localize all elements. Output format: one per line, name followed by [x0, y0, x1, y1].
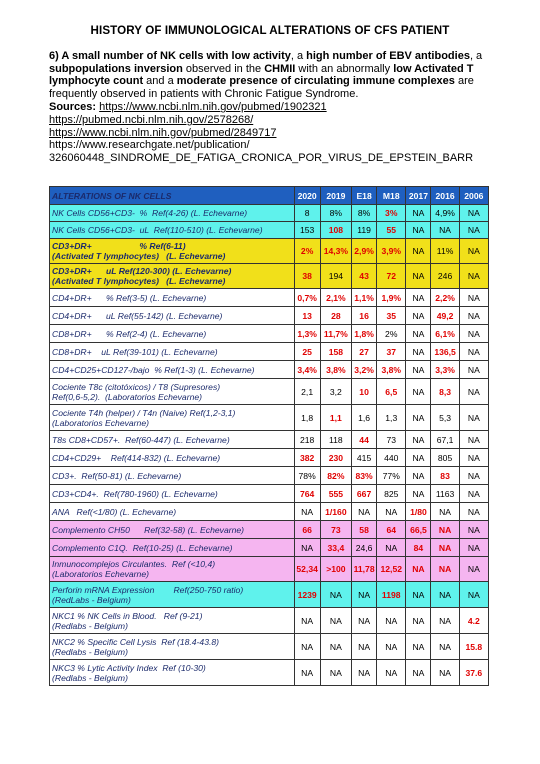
row-label-line: Inmunocomplejos Circulantes. Ref (<10,4)	[52, 559, 216, 569]
immunology-table	[49, 186, 489, 686]
table-row	[50, 361, 489, 379]
value-cell: NA	[459, 205, 488, 222]
value-cell: 8,3	[431, 379, 459, 405]
row-label	[50, 608, 295, 634]
table-row	[50, 521, 489, 539]
sources-label: Sources:	[49, 101, 100, 114]
value-cell: 38	[294, 264, 320, 289]
table-row	[50, 239, 489, 264]
value-cell: 66,5	[406, 521, 431, 539]
value-cell: 6,1%	[431, 325, 459, 343]
value-cell: 13	[294, 307, 320, 325]
value-cell: NA	[352, 660, 377, 686]
value-cell: NA	[377, 503, 406, 521]
row-label	[50, 634, 295, 660]
row-label-line: (Laboratorios Echevarne)	[52, 569, 149, 579]
value-cell: NA	[352, 608, 377, 634]
value-cell: 3,9%	[377, 239, 406, 264]
table-row	[50, 557, 489, 582]
value-cell: 382	[294, 449, 320, 467]
table-row	[50, 379, 489, 405]
value-cell: 43	[352, 264, 377, 289]
value-cell: 108	[320, 222, 351, 239]
value-cell: NA	[406, 634, 431, 660]
value-cell: 58	[352, 521, 377, 539]
row-label-line: CD3+DR+ uL Ref(120-300) (L. Echevarne)	[52, 266, 232, 276]
value-cell: NA	[320, 608, 351, 634]
value-cell: 35	[377, 307, 406, 325]
value-cell: NA	[406, 264, 431, 289]
header-label: ALTERATIONS OF NK CELLS	[50, 187, 295, 205]
value-cell: 1,9%	[377, 289, 406, 307]
value-cell: NA	[459, 361, 488, 379]
table-body	[50, 187, 489, 686]
value-cell: 1,6	[352, 405, 377, 431]
row-label-line: Perforin mRNA Expression Ref(250-750 ratio)	[52, 584, 244, 595]
table-row	[50, 467, 489, 485]
value-cell: NA	[352, 582, 377, 608]
value-cell: 12,52	[377, 557, 406, 582]
row-label	[50, 307, 295, 325]
value-cell: NA	[406, 449, 431, 467]
value-cell: NA	[406, 431, 431, 449]
value-cell: 37.6	[459, 660, 488, 686]
value-cell: NA	[406, 325, 431, 343]
value-cell: 66	[294, 521, 320, 539]
row-label	[50, 222, 295, 239]
value-cell: NA	[406, 405, 431, 431]
header-year: M18	[377, 187, 406, 205]
value-cell: NA	[406, 205, 431, 222]
value-cell: NA	[459, 222, 488, 239]
row-label-line: NKC3 % Lytic Activity Index Ref (10-30)	[52, 662, 206, 673]
row-label-line: CD4+CD29+ Ref(414-832) (L. Echevarne)	[52, 452, 221, 463]
value-cell: 667	[352, 485, 377, 503]
row-label-line: NK Cells CD56+CD3- uL Ref(110-510) (L. Echevarne)	[52, 225, 263, 235]
value-cell: 11,78	[352, 557, 377, 582]
value-cell: NA	[431, 582, 459, 608]
value-cell: 11,7%	[320, 325, 351, 343]
value-cell: NA	[406, 361, 431, 379]
value-cell: NA	[459, 503, 488, 521]
value-cell: 218	[294, 431, 320, 449]
value-cell: 1,8	[294, 405, 320, 431]
row-label-line: Complemento CH50 Ref(32-58) (L. Echevarne)	[52, 524, 245, 535]
value-cell: NA	[352, 634, 377, 660]
row-label	[50, 361, 295, 379]
source-link-2[interactable]: https://pubmed.ncbi.nlm.nih.gov/2578268/	[49, 113, 254, 126]
value-cell: 119	[352, 222, 377, 239]
row-label-line: Ref(0,6-5,2). (Laboratorios Echevarne)	[52, 391, 202, 402]
table-row	[50, 503, 489, 521]
row-label-line: Cociente T4h (helper) / T4n (Naive) Ref(1,2-3,1)	[52, 407, 236, 418]
value-cell: 55	[377, 222, 406, 239]
row-label-line: CD3+DR+ % Ref(6-11)	[52, 241, 186, 251]
value-cell: NA	[431, 539, 459, 557]
value-cell: 1/160	[320, 503, 351, 521]
value-cell: NA	[431, 521, 459, 539]
table-row	[50, 485, 489, 503]
row-label-line: (Redlabs - Belgium)	[52, 672, 128, 683]
header-year: 2006	[459, 187, 488, 205]
row-label-line: (Redlabs - Belgium)	[52, 620, 128, 631]
value-cell: 2,1	[294, 379, 320, 405]
sources-block	[49, 101, 489, 164]
source-text-4: https://www.researchgate.net/publication/	[49, 139, 250, 152]
value-cell: NA	[320, 660, 351, 686]
value-cell: 3,2	[320, 379, 351, 405]
table-header-row	[50, 187, 489, 205]
row-label	[50, 264, 295, 289]
value-cell: 8	[294, 205, 320, 222]
value-cell: 15.8	[459, 634, 488, 660]
intro-text: 6) A small number of NK cells with low activity, a high number of EBV antibodies, a subpopulations inversion observed in the CHMII with an abnormally low Activated T lymphocyte count and a moderate presence of circulating immune complexes are frequently observed in patients with Chronic Fatigue Syndrome.	[49, 50, 483, 100]
value-cell: 8%	[320, 205, 351, 222]
document-title: HISTORY OF IMMUNOLOGICAL ALTERATIONS OF CFS PATIENT	[90, 24, 450, 37]
value-cell: NA	[406, 557, 431, 582]
value-cell: 1239	[294, 582, 320, 608]
value-cell: 1,8%	[352, 325, 377, 343]
row-label-line: NK Cells CD56+CD3- % Ref(4-26) (L. Echevarne)	[52, 208, 248, 218]
value-cell: 4.2	[459, 608, 488, 634]
source-link-3[interactable]: https://www.ncbi.nlm.nih.gov/pubmed/2849717	[49, 126, 277, 139]
value-cell: NA	[406, 660, 431, 686]
value-cell: 555	[320, 485, 351, 503]
value-cell: NA	[459, 431, 488, 449]
row-label	[50, 239, 295, 264]
value-cell: 3,4%	[294, 361, 320, 379]
value-cell: 67,1	[431, 431, 459, 449]
value-cell: NA	[431, 634, 459, 660]
value-cell: 0,7%	[294, 289, 320, 307]
value-cell: NA	[431, 660, 459, 686]
value-cell: 73	[377, 431, 406, 449]
value-cell: NA	[294, 660, 320, 686]
value-cell: NA	[294, 539, 320, 557]
value-cell: 83	[431, 467, 459, 485]
header-year: 2016	[431, 187, 459, 205]
value-cell: NA	[320, 582, 351, 608]
value-cell: 1/80	[406, 503, 431, 521]
row-label-line: CD3+CD4+. Ref(780-1960) (L. Echevarne)	[52, 488, 218, 499]
value-cell: 44	[352, 431, 377, 449]
value-cell: 8%	[352, 205, 377, 222]
value-cell: 136,5	[431, 343, 459, 361]
header-year: 2019	[320, 187, 351, 205]
value-cell: 84	[406, 539, 431, 557]
value-cell: NA	[431, 557, 459, 582]
value-cell: 2,1%	[320, 289, 351, 307]
value-cell: 3,3%	[431, 361, 459, 379]
value-cell: NA	[431, 503, 459, 521]
value-cell: NA	[459, 307, 488, 325]
header-year: 2020	[294, 187, 320, 205]
table-row	[50, 634, 489, 660]
value-cell: NA	[459, 325, 488, 343]
row-label-line: ANA Ref(<1/80) (L. Echevarne)	[52, 506, 177, 517]
value-cell: 2%	[377, 325, 406, 343]
value-cell: 24,6	[352, 539, 377, 557]
value-cell: 2,2%	[431, 289, 459, 307]
row-label-line: (Activated T lymphocytes) (L. Echevarne)	[52, 276, 226, 286]
row-label	[50, 449, 295, 467]
table-row	[50, 539, 489, 557]
value-cell: NA	[406, 289, 431, 307]
value-cell: 4,9%	[431, 205, 459, 222]
value-cell: 83%	[352, 467, 377, 485]
value-cell: 1,1	[320, 405, 351, 431]
value-cell: NA	[459, 405, 488, 431]
row-label	[50, 325, 295, 343]
value-cell: NA	[459, 343, 488, 361]
row-label	[50, 431, 295, 449]
table-row	[50, 289, 489, 307]
value-cell: 246	[431, 264, 459, 289]
row-label	[50, 467, 295, 485]
header-year: 2017	[406, 187, 431, 205]
value-cell: 25	[294, 343, 320, 361]
value-cell: NA	[377, 608, 406, 634]
value-cell: 28	[320, 307, 351, 325]
value-cell: NA	[406, 582, 431, 608]
value-cell: >100	[320, 557, 351, 582]
row-label-line: T8s CD8+CD57+. Ref(60-447) (L. Echevarne)	[52, 434, 230, 445]
value-cell: 3,8%	[320, 361, 351, 379]
row-label-line: NKC2 % Specific Cell Lysis Ref (18.4-43.8)	[52, 636, 220, 647]
value-cell: NA	[431, 608, 459, 634]
row-label-line: (Redlabs - Belgium)	[52, 646, 128, 657]
value-cell: NA	[406, 485, 431, 503]
value-cell: NA	[459, 582, 488, 608]
row-label	[50, 379, 295, 405]
value-cell: 14,3%	[320, 239, 351, 264]
value-cell: NA	[406, 379, 431, 405]
value-cell: 1198	[377, 582, 406, 608]
table-row	[50, 405, 489, 431]
table-row	[50, 449, 489, 467]
table-row	[50, 343, 489, 361]
value-cell: 2,9%	[352, 239, 377, 264]
row-label-line: (Laboratorios Echevarne)	[52, 417, 149, 428]
value-cell: 49,2	[431, 307, 459, 325]
value-cell: NA	[431, 222, 459, 239]
table-row	[50, 431, 489, 449]
sources-line-1	[49, 101, 489, 114]
value-cell: NA	[459, 521, 488, 539]
table-row	[50, 205, 489, 222]
header-year: E18	[352, 187, 377, 205]
row-label-line: CD4+DR+ % Ref(3-5) (L. Echevarne)	[52, 292, 207, 303]
value-cell: NA	[377, 539, 406, 557]
row-label-line: CD3+. Ref(50-81) (L. Echevarne)	[52, 470, 182, 481]
value-cell: 3,8%	[377, 361, 406, 379]
value-cell: NA	[459, 289, 488, 307]
value-cell: 10	[352, 379, 377, 405]
value-cell: 1163	[431, 485, 459, 503]
table-row	[50, 307, 489, 325]
value-cell: NA	[459, 539, 488, 557]
intro-paragraph	[49, 50, 489, 164]
source-link-1[interactable]: https://www.ncbi.nlm.nih.gov/pubmed/1902321	[99, 101, 327, 114]
value-cell: 64	[377, 521, 406, 539]
table-row	[50, 660, 489, 686]
row-label-line: NKC1 % NK Cells in Blood. Ref (9-21)	[52, 610, 203, 621]
value-cell: 52,34	[294, 557, 320, 582]
value-cell: NA	[352, 503, 377, 521]
value-cell: 27	[352, 343, 377, 361]
row-label	[50, 582, 295, 608]
value-cell: 194	[320, 264, 351, 289]
value-cell: NA	[406, 343, 431, 361]
value-cell: 6,5	[377, 379, 406, 405]
value-cell: 72	[377, 264, 406, 289]
value-cell: NA	[294, 503, 320, 521]
source-text-5: 326060448_SINDROME_DE_FATIGA_CRONICA_POR_VIRUS_DE_EPSTEIN_BARR	[49, 151, 474, 164]
value-cell: 1,3%	[294, 325, 320, 343]
row-label-line: (Activated T lymphocytes) (L. Echevarne)	[52, 251, 226, 261]
table-row	[50, 325, 489, 343]
row-label	[50, 539, 295, 557]
value-cell: 16	[352, 307, 377, 325]
value-cell: NA	[294, 634, 320, 660]
row-label	[50, 485, 295, 503]
value-cell: 3%	[377, 205, 406, 222]
value-cell: NA	[406, 307, 431, 325]
row-label	[50, 205, 295, 222]
row-label-line: Complemento C1Q. Ref(10-25) (L. Echevarne)	[52, 542, 233, 553]
row-label	[50, 503, 295, 521]
value-cell: NA	[377, 634, 406, 660]
value-cell: NA	[406, 239, 431, 264]
value-cell: 1,1%	[352, 289, 377, 307]
value-cell: NA	[459, 379, 488, 405]
value-cell: 415	[352, 449, 377, 467]
row-label-line: CD8+DR+ uL Ref(39-101) (L. Echevarne)	[52, 346, 218, 357]
value-cell: NA	[459, 467, 488, 485]
value-cell: 2%	[294, 239, 320, 264]
value-cell: 3,2%	[352, 361, 377, 379]
row-label-line: CD4+DR+ uL Ref(55-142) (L. Echevarne)	[52, 310, 223, 321]
value-cell: NA	[406, 222, 431, 239]
value-cell: 82%	[320, 467, 351, 485]
value-cell: 153	[294, 222, 320, 239]
value-cell: NA	[459, 449, 488, 467]
row-label	[50, 521, 295, 539]
table-row	[50, 608, 489, 634]
row-label-line: CD8+DR+ % Ref(2-4) (L. Echevarne)	[52, 328, 207, 339]
value-cell: NA	[377, 660, 406, 686]
row-label	[50, 289, 295, 307]
value-cell: 230	[320, 449, 351, 467]
value-cell: NA	[459, 239, 488, 264]
row-label	[50, 660, 295, 686]
table-row	[50, 264, 489, 289]
value-cell: 33,4	[320, 539, 351, 557]
value-cell: 37	[377, 343, 406, 361]
value-cell: 805	[431, 449, 459, 467]
value-cell: 1,3	[377, 405, 406, 431]
row-label-line: (RedLabs - Belgium)	[52, 594, 131, 605]
row-label	[50, 405, 295, 431]
value-cell: NA	[294, 608, 320, 634]
value-cell: 118	[320, 431, 351, 449]
value-cell: NA	[406, 608, 431, 634]
value-cell: NA	[320, 634, 351, 660]
row-label-line: Cociente T8c (citotóxicos) / T8 (Supresores)	[52, 381, 221, 392]
value-cell: 77%	[377, 467, 406, 485]
value-cell: 73	[320, 521, 351, 539]
value-cell: 11%	[431, 239, 459, 264]
value-cell: 764	[294, 485, 320, 503]
row-label-line: CD4+CD25+CD127-/bajo % Ref(1-3) (L. Echevarne)	[52, 364, 255, 375]
value-cell: NA	[459, 485, 488, 503]
value-cell: 5,3	[431, 405, 459, 431]
value-cell: 825	[377, 485, 406, 503]
value-cell: 158	[320, 343, 351, 361]
value-cell: 78%	[294, 467, 320, 485]
row-label	[50, 557, 295, 582]
value-cell: NA	[459, 264, 488, 289]
value-cell: 440	[377, 449, 406, 467]
table-row	[50, 582, 489, 608]
value-cell: NA	[459, 557, 488, 582]
table-row	[50, 222, 489, 239]
value-cell: NA	[406, 467, 431, 485]
row-label	[50, 343, 295, 361]
